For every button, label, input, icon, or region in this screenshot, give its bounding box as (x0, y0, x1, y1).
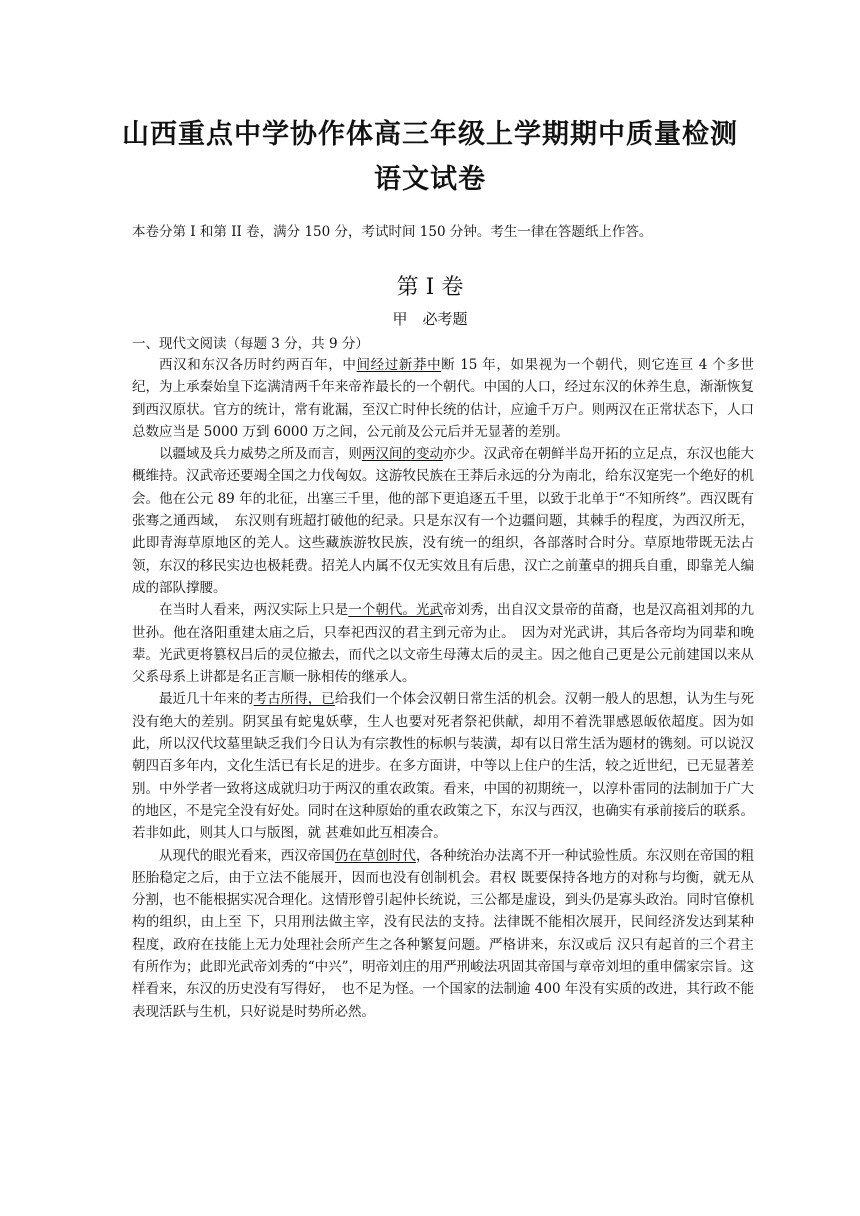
underlined-phrase: 考古所得，已 (253, 691, 335, 708)
passage-paragraph-3 (132, 599, 754, 688)
volume-subtitle: 甲 必考题 (392, 310, 468, 328)
underlined-phrase: 两汉间的变动 (361, 446, 443, 463)
reading-passage (132, 354, 754, 1023)
paragraph-text: 在当时人看来，两汉实际上只是 (159, 602, 349, 619)
exam-instructions: 本卷分第 I 和第 II 卷，满分 150 分，考试时间 150 分钟。考生一律在答题纸上作答。 (132, 224, 653, 240)
underlined-phrase: 间经过新莽中 (356, 357, 442, 373)
paragraph-text: 亦少。汉武帝在朝鲜半岛开拓的立足点，东汉也能大概维持。汉武帝还要竭全国之力伐匈奴。这游牧民族在王莽后永远的分为南北，给东汉寔宪一个绝好的机会。他在公元 89 年的北征，出塞三千里，他的部下更追逐五千里，以致于北单于“不知所终”。西汉既有张骞之通西域， 东汉则有班超打破他的纪录。只是东汉有一个边疆问题，其棘手的程度，为西汉所无，此即青海草原地区的羌人。这些藏族游牧民族，没有统一的组织，各部落时合时分。草原地带既无法占领，东汉的移民实边也极耗费。招羌人内属不仅无实效且有后患，汉亡之前董卓的拥兵自重，即靠羌人编成的部队撑腰。 (132, 446, 755, 596)
exam-title: 山西重点中学协作体高三年级上学期期中质量检测 (122, 119, 738, 150)
passage-paragraph-2 (132, 443, 754, 599)
paragraph-text: 西汉和东汉各历时约两百年，中 (159, 357, 357, 373)
passage-paragraph-4 (132, 688, 754, 844)
paragraph-text: 从现代的眼光看来，西汉帝国 (159, 847, 335, 864)
underlined-phrase: 一个朝代。光武 (348, 602, 443, 619)
exam-subject-title: 语文试卷 (374, 164, 486, 195)
paragraph-text: ，各种统治办法离不开一种试验性质。东汉则在帝国的粗胚胎稳定之后，由于立法不能展开，因而也没有创制机会。君权 既要保持各地方的对称与均衡，就无从分割，也不能根据实况合理化。这情形曾引起仲长统说，三公都是虚设，到头仍是寡头政治。同时官僚机构的组织，由上至 下，只用刑法做主宰，没有民法的支持。法律既不能相次展开，民间经济发达到某种程度，政府在技能上无力处理社会所产生之各种繁复问题。严格讲来，东汉或后 汉只有起首的三个君主有所作为；此即光武帝刘秀的“中兴”，明帝刘庄的用严刑峻法巩固其帝国与章帝刘坦的重申儒家宗旨。这样看来，东汉的历史没有写得好， 也不足为怪。一个国家的法制逾 400 年没有实质的改进，其行政不能表现活跃与生机，只好说是时势所必然。 (132, 847, 755, 1020)
volume-title: 第 I 卷 (396, 275, 464, 300)
underlined-phrase: 仍在草创时代 (334, 847, 416, 864)
paragraph-text: 断 15 年，如果视为一个朝代，则它连亘 4 个多世纪，为上承秦始皇下迄满清两千年来帝祚最长的一个朝代。中国的人口，经过东汉的休养生息，渐渐恢复到西汉原状。官方的统计，常有讹漏，至汉亡时仲长统的估计，应逾千万户。则两汉在正常状态下，人口总数应当是 5000 万到 6000 万之间，公元前及公元后并无显著的差别。 (132, 357, 755, 440)
paragraph-text: 帝刘秀，出自汉文景帝的苗裔，也是汉高祖刘邦的九世孙。他在洛阳重建太庙之后，只奉祀西汉的君主到元帝为止。 因为对光武讲，其后各帝均为同辈和晚辈。光武更将篡权吕后的灵位撤去，而代之以文帝生母薄太后的灵主。因之他自己更是公元前建国以来从父系母系上讲都是名正言顺一脉相传的继承人。 (132, 602, 755, 686)
paragraph-text: 以疆域及兵力威势之所及而言，则 (159, 446, 362, 463)
passage-paragraph-1 (132, 354, 754, 443)
paragraph-text: 给我们一个体会汉朝日常生活的机会。汉朝一般人的思想，认为生与死没有绝大的差别。阴冥虽有蛇鬼妖孽，生人也要对死者祭祀供献，却用不着洗罪感恩皈依超度。因为如此，所以汉代坟墓里缺乏我们今日认为有宗教性的标帜与装潢，却有以日常生活为题材的镌刻。可以说汉朝四百多年内，文化生活已有长足的进步。在多方面讲，中等以上住户的生活，较之近世纪，已无显著差别。中外学者一致将这成就归功于两汉的重农政策。看来，中国的初期统一，以淳朴雷同的法制加于广大的地区，不是完全没有好处。同时在这种原始的重农政策之下，东汉与西汉，也确实有承前接后的联系。若非如此，则其人口与版图，就 甚难如此互相凑合。 (132, 691, 755, 842)
passage-paragraph-5 (132, 845, 754, 1023)
paragraph-text: 最近几十年来的 (159, 691, 254, 708)
section-heading: 一、现代文阅读（每题 3 分，共 9 分） (132, 336, 369, 352)
